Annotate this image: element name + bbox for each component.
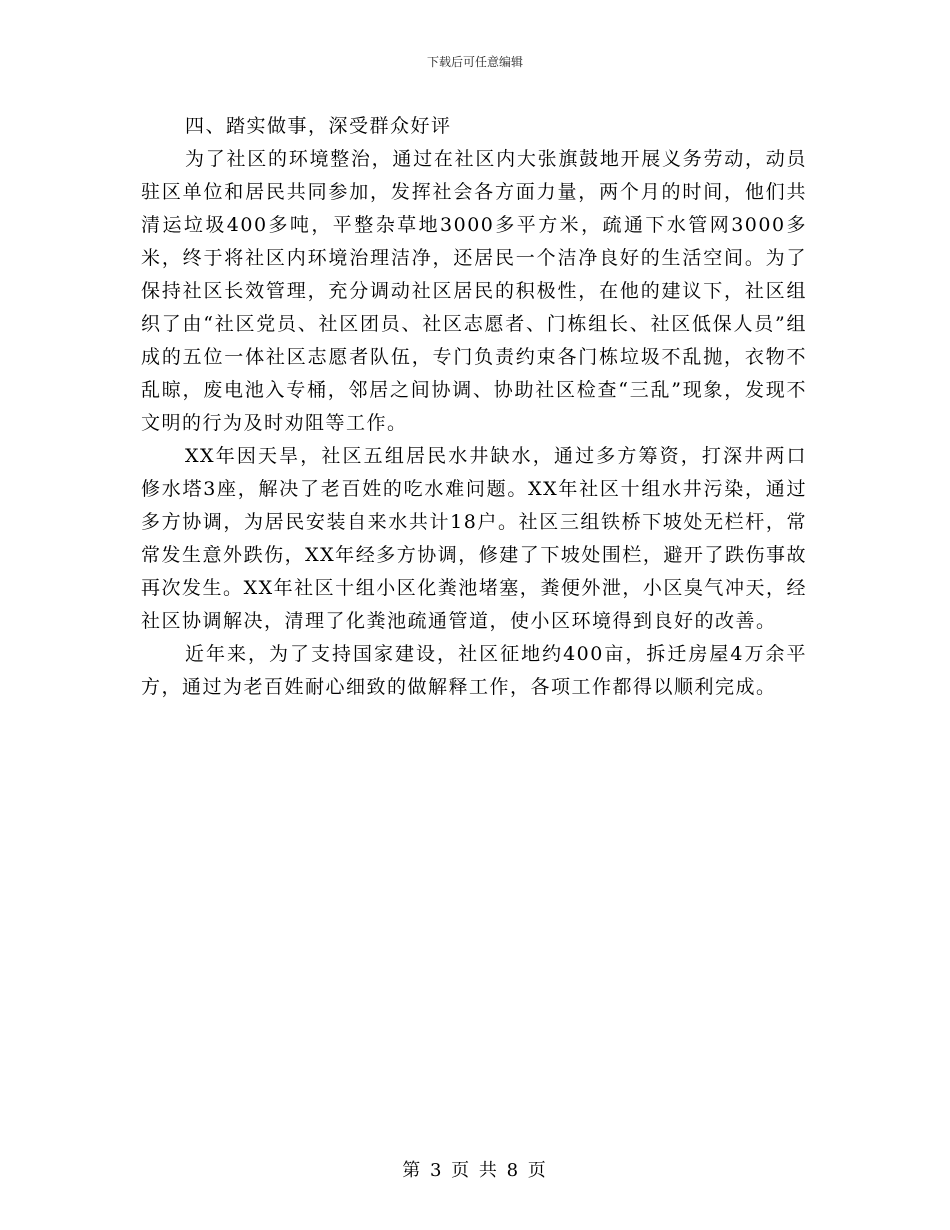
section-heading: 四、踏实做事，深受群众好评 <box>185 115 452 137</box>
page-number: 第 3 页 共 8 页 <box>402 1160 548 1181</box>
page-header: 下载后可任意编辑 <box>426 55 523 69</box>
paragraph-land: 近年来，为了支持国家建设，社区征地约400亩，拆迁房屋4万余平方，通过为老百姓耐心细致的做解释工作，各项工作都得以顺利完成。 <box>141 643 807 698</box>
paragraph-environment: 为了社区的环境整治，通过在社区内大张旗鼓地开展义务劳动，动员驻区单位和居民共同参加，发挥社会各方面力量，两个月的时间，他们共清运垃圾400多吨，平整杂草地3000多平方米，疏通下水管网3000多米，终于将社区内环境治理洁净，还居民一个洁净良好的生活空间。为了保持社区长效管理，充分调动社区居民的积极性，在他的建议下，社区组织了由“社区党员、社区团员、社区志愿者、门栋组长、社区低保人员”组成的五位一体社区志愿者队伍，专门负责约束各门栋垃圾不乱抛，衣物不乱晾，废电池入专桶，邻居之间协调、协助社区检查“三乱”现象，发现不文明的行为及时劝阻等工作。 <box>141 148 807 434</box>
document-body <box>141 110 807 704</box>
paragraph-water: XX年因天旱，社区五组居民水井缺水，通过多方筹资，打深井两口修水塔3座，解决了老百姓的吃水难问题。XX年社区十组水井污染，通过多方协调，为居民安装自来水共计18户。社区三组铁桥下坡处无栏杆，常常发生意外跌伤，XX年经多方协调，修建了下坡处围栏，避开了跌伤事故再次发生。XX年社区十组小区化粪池堵塞，粪便外泄，小区臭气冲天，经社区协调解决，清理了化粪池疏通管道，使小区环境得到良好的改善。 <box>141 445 807 632</box>
